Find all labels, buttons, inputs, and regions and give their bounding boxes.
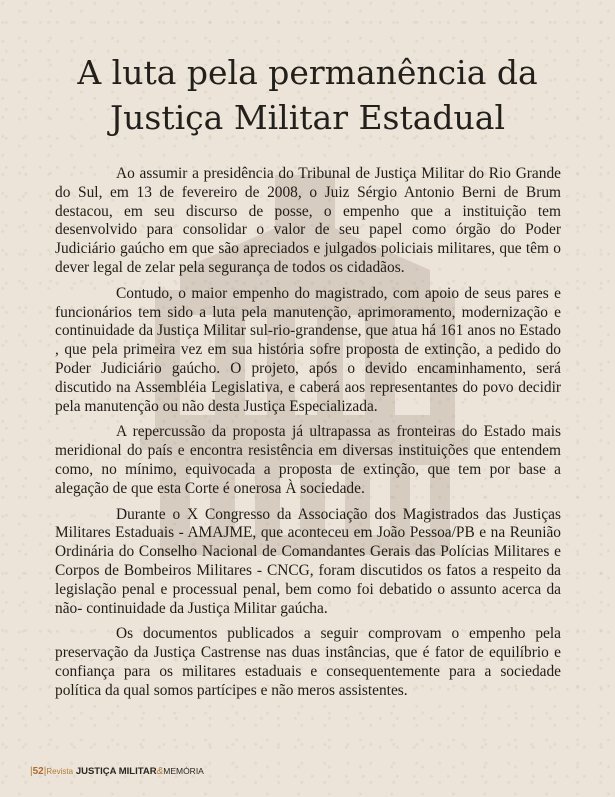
paragraph-1: Ao assumir a presidência do Tribunal de Justiça Militar do Rio Grande do Sul, em 13 de fevereiro de 2008, o Juiz Sérgio Antonio Berni de Brum destacou, em seu discurso de posse, o empenho que a instituição tem desenvolvido para consolidar o valor de seu papel como órgão do Poder Judiciário gaúcho em que são apreciados e julgados policiais militares, que têm o dever legal de zelar pela segurança de todos os cidadãos.	[55, 165, 561, 276]
article-title-line-2: Justiça Militar Estadual	[109, 98, 506, 137]
paragraph-2: Contudo, o maior empenho do magistrado, com apoio de seus pares e funcionários tem sido a luta pela manutenção, aprimoramento, modernização e continuidade da Justiça Militar sul-rio-grandense, que atua há 161 anos no Estado , que pela primeira vez em sua história sofre proposta de extinção, a pedido do Poder Judiciário gaúcho. O projeto, após o devido encaminhamento, será discutido na Assembléia Legislativa, e caberá aos representantes do povo decidir pela manutenção ou não desta Justiça Especializada.	[55, 284, 561, 415]
paragraph-3: A repercussão da proposta já ultrapassa as fronteiras do Estado mais meridional do país e encontra resistência em diversas instituições que entendem como, no mínimo, equivocada a proposta de extinção, que tem por base a alegação de que esta Corte é onerosa À sociedade.	[55, 423, 561, 497]
footer-journal-name: JUSTIÇA MILITAR	[75, 766, 157, 777]
article-title-line-1: A luta pela permanência da	[77, 53, 538, 92]
footer-memoria: MEMÓRIA	[163, 766, 204, 776]
page-footer	[30, 766, 204, 777]
footer-separator: |	[30, 766, 33, 777]
paragraph-4: Durante o X Congresso da Associação dos Magistrados das Justiças Militares Estaduais - AMAJME, que aconteceu em João Pessoa/PB e na Reunião Ordinária do Conselho Nacional de Comandantes Gerais das Polícias Militares e Corpos de Bombeiros Militares - CNCG, foram discutidos os fatos a respeito da legislação penal e processual penal, bem como foi debatido o assunto acerca da não- continuidade da Justiça Militar gaúcha.	[55, 505, 561, 617]
article-body	[55, 165, 561, 708]
paragraph-5: Os documentos publicados a seguir comprovam o empenho pela preservação da Justiça Castrense nas duas instâncias, que é fator de equilíbrio e confiança para os militares estaduais e consequentemente para a sociedade política da qual somos partícipes e não meros assistentes.	[55, 625, 561, 699]
article-title	[30, 50, 585, 140]
footer-separator-2: |	[43, 766, 47, 777]
footer-revista: Revista	[46, 767, 74, 776]
page-number: 52	[32, 766, 44, 777]
footer-ampersand: &	[156, 766, 164, 777]
